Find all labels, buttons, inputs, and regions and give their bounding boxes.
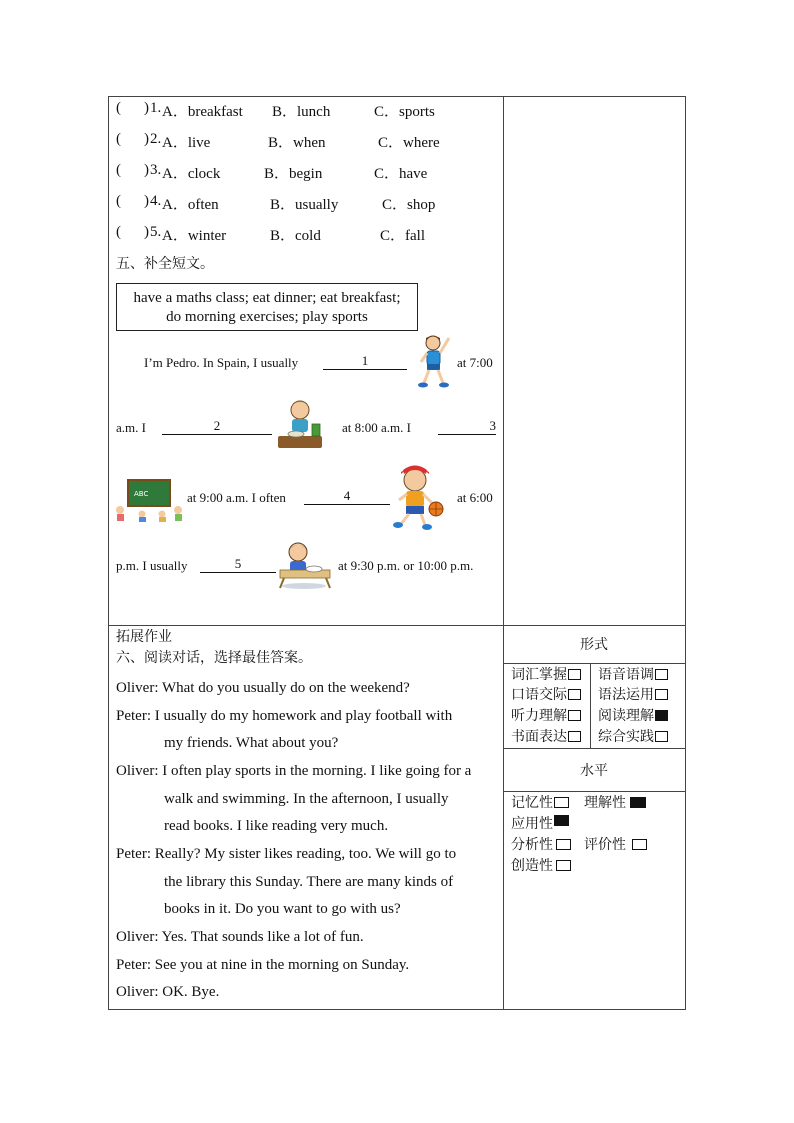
passage-text-2: a.m. I [116,420,146,435]
form-item-grammar [598,686,668,704]
form-item-label: 书面表达 [511,729,567,745]
checkbox-analysis[interactable] [556,839,571,850]
checkbox-listening[interactable] [568,710,581,721]
question-number: 5. [150,224,162,240]
checkbox-writing[interactable] [568,731,581,742]
form-item-label: 语法运用 [598,687,654,703]
level-item-label: 记忆性 [511,795,553,811]
option-b: B．usually [270,197,339,213]
option-a: A．often [162,197,219,213]
level-item-label: 理解性 [584,795,626,811]
form-item-label: 口语交际 [511,687,567,703]
level-header: 水平 [580,763,608,779]
form-header-divider [503,663,686,664]
form-item-label: 听力理解 [511,708,567,724]
question-number: 1. [150,100,162,116]
answer-paren-open: ( [116,162,121,178]
level-item-label: 分析性 [511,837,553,853]
question-number: 4. [150,193,162,209]
passage-text-time-1: at 7:00 [457,355,493,370]
section6-title: 六、阅读对话，选择最佳答案。 [116,650,312,666]
level-item-label: 创造性 [511,858,553,874]
dinner-boy-image [276,540,332,590]
form-item-writing [511,728,581,746]
option-a: A．live [162,135,211,151]
dialogue-line-4: Oliver: I often play sports in the morning. I like going for a [116,763,472,779]
word-box [116,283,418,331]
option-a: A．clock [162,166,221,182]
level-item-analysis [511,836,571,854]
passage-text-time-2: at 8:00 a.m. I [342,420,411,435]
blank-3[interactable]: 3 [438,418,496,435]
checkbox-application[interactable] [554,815,569,826]
form-item-vocabulary [511,666,581,684]
checkbox-vocabulary[interactable] [568,669,581,680]
form-item-label: 语音语调 [598,667,654,683]
option-c: C．shop [382,197,436,213]
answer-paren-open: ( [116,193,121,209]
section5-title: 五、补全短文。 [116,256,214,272]
level-item-memory [511,794,569,812]
row-divider [108,625,686,626]
passage-text-3: at 9:00 a.m. I often [187,490,286,505]
option-b: B．begin [264,166,323,182]
form-item-practice [598,728,668,746]
form-grid-divider [590,663,591,748]
checkbox-evaluation[interactable] [632,839,647,850]
dialogue-line-11: Peter: See you at nine in the morning on Sunday. [116,957,410,973]
level-item-label: 应用性 [511,816,553,832]
dialogue-line-10: Oliver: Yes. That sounds like a lot of fun. [116,929,364,945]
extension-heading: 拓展作业 [116,629,172,645]
checkbox-creativity[interactable] [556,860,571,871]
level-item-creativity [511,857,571,875]
basketball-boy-image [389,462,445,530]
svg-text:ABC: ABC [134,490,149,498]
checkbox-grammar[interactable] [655,689,668,700]
checkbox-practice[interactable] [655,731,668,742]
blank-1[interactable]: 1 [323,353,407,370]
checkbox-understanding[interactable] [630,797,646,808]
level-item-evaluation [584,836,647,854]
answer-paren-close: ) [144,100,149,116]
option-b: B．cold [270,228,321,244]
checkbox-memory[interactable] [554,797,569,808]
form-header: 形式 [580,637,608,653]
form-item-label: 词汇掌握 [511,667,567,683]
form-item-label: 阅读理解 [598,708,654,724]
dialogue-line-7: Peter: Really? My sister likes reading, too. We will go to [116,846,457,862]
option-b: B．when [268,135,326,151]
dialogue-line-6: read books. I like reading very much. [164,818,389,834]
dialogue-line-12: Oliver: OK. Bye. [116,984,220,1000]
column-divider [503,96,504,1010]
checkbox-reading[interactable] [655,710,668,721]
passage-text-time-5: at 9:30 p.m. or 10:00 p.m. [338,558,474,573]
form-item-reading [598,707,668,725]
option-a: A．winter [162,228,227,244]
dialogue-line-3: my friends. What about you? [164,735,339,751]
dialogue-line-8: the library this Sunday. There are many kinds of [164,874,454,890]
question-row-3 [116,162,496,182]
word-box-line-1: have a maths class; eat dinner; eat breakfast; [133,290,401,306]
question-row-5 [116,224,496,244]
word-box-line-2: do morning exercises; play sports [166,309,368,325]
question-row-4 [116,193,496,213]
form-item-speaking [511,686,581,704]
option-b: B．lunch [272,104,331,120]
question-row-2 [116,131,496,151]
passage-text-1: I’m Pedro. In Spain, I usually [144,355,299,370]
level-header-divider [503,791,686,792]
blank-5[interactable]: 5 [200,556,276,573]
form-grid-bottom [503,748,686,749]
blank-4[interactable]: 4 [304,488,390,505]
dialogue-line-2: Peter: I usually do my homework and play football with [116,708,453,724]
answer-paren-open: ( [116,100,121,116]
checkbox-pronunciation[interactable] [655,669,668,680]
dialogue-line-5: walk and swimming. In the afternoon, I usually [164,791,449,807]
blank-2[interactable]: 2 [162,418,272,435]
form-item-label: 综合实践 [598,729,654,745]
dialogue-line-1: Oliver: What do you usually do on the weekend? [116,680,410,696]
form-item-listening [511,707,581,725]
answer-paren-close: ) [144,131,149,147]
level-item-label: 评价性 [584,837,626,853]
answer-paren-close: ) [144,162,149,178]
question-row-1 [116,100,496,120]
option-c: C．have [374,166,428,182]
answer-paren-close: ) [144,224,149,240]
checkbox-speaking[interactable] [568,689,581,700]
form-item-pronunciation [598,666,668,684]
option-c: C．sports [374,104,435,120]
passage-text-4: p.m. I usually [116,558,188,573]
question-number: 3. [150,162,162,178]
breakfast-boy-image [276,398,324,452]
exercise-boy-image [416,334,452,388]
classroom-blackboard-image [114,474,184,522]
question-number: 2. [150,131,162,147]
answer-paren-open: ( [116,131,121,147]
dialogue-line-9: books in it. Do you want to go with us? [164,901,401,917]
level-item-application [511,815,569,833]
level-item-understanding [584,794,646,812]
option-c: C．where [378,135,440,151]
option-a: A．breakfast [162,104,243,120]
answer-paren-open: ( [116,224,121,240]
answer-paren-close: ) [144,193,149,209]
option-c: C．fall [380,228,425,244]
passage-text-time-4: at 6:00 [457,490,493,505]
